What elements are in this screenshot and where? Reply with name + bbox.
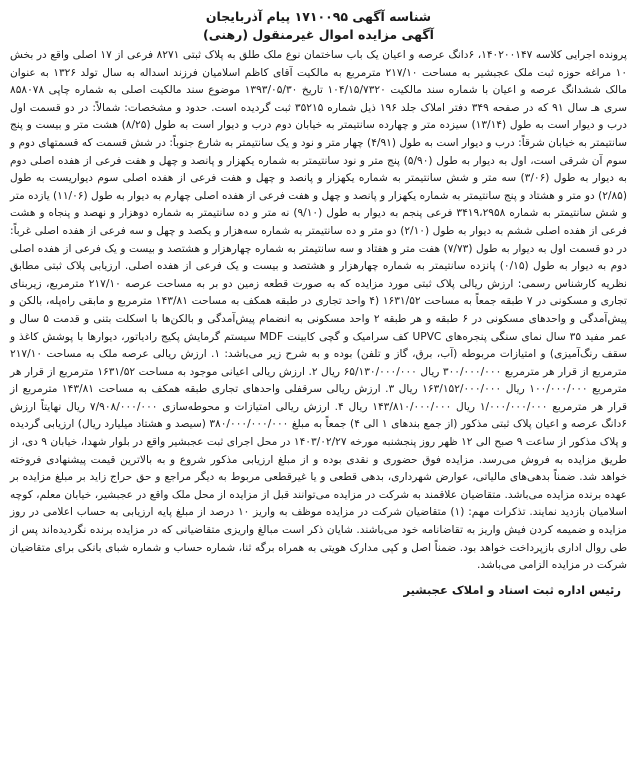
notice-signature: رئیس اداره ثبت اسناد و املاک عجبشیر	[403, 582, 621, 597]
notice-body: پرونده اجرایی کلاسه ۱۴۰۲۰۰۱۴۷، ۶دانگ عرصه و اعیان یک باب ساختمان نوع ملک طلق به پلاک ثبتی ۸۲۷۱ فرعی از ۱۷ اصلی واقع در بخش ۱۰ مراغه حوزه ثبت ملک عجبشیر به مساحت ۲۱۷/۱۰ مترمربع به مالکیت آقای کاظم اسلامیان فرزند اسداله به سال تولد ۱۳۲۶ به عنوان مالک ششدانگ عرصه و اعیان با شماره سند مالکیت ۱۰۴/۱۵/۷۳۲۰ تاریخ ۱۳۹۳/۰۵/۳۰ موضوع سند مالکیت اصلی به شماره چاپی ۸۵۸۰۷۸ سری هـ سال ۹۱ که در صفحه ۳۴۹ دفتر املاک جلد ۱۹۶ ذیل شماره ۳۵۲۱۵ ثبت گردیده است. حدود و مشخصات: شمالاً: در دو قسمت اول درب و دیوار است به طول (۱۳/۱۴) سیزده متر و چهارده سانتیمتر به خیابان دوم درب و دیوار است به طول (۸/۲۵) هشت متر و بیست و پنج سانتیمتر به خیابان شرقاً: درب و دیوار است به طول (۴/۹۱) چهار متر و نود و یک سانتیمتر به شارع جنوباً: در شش قسمت که قسمتهای دوم و سوم آن شرقی است، اول به دیوار به طول (۵/۹۰) پنج متر و نود سانتیمتر به شماره یکهزار و پانصد و چهل و هفت فرعی از هفده اصلی دوم به دیوار به طول (۳/۰۶) سه متر و شش سانتیمتر به شماره یکهزار و پانصد و چهل و هفت فرعی از هفده اصلی سوم دیواریست به طول (۲/۸۵) دو متر و هشتاد و پنج سانتیمتر به شماره یکهزار و پانصد و چهل و هفت فرعی از هفده اصلی چهارم به دیوار به طول (۱۱/۰۶) یازده متر و شش سانتیمتر به شماره ۳۴۱۹،۲۹۵۸ فرعی پنجم به دیوار به طول (۹/۱۰) نه متر و ده سانتیمتر به شماره دوهزار و نهصد و پنجاه و هشت فرعی از هفده اصلی ششم به دیوار به طول (۲/۱۰) دو متر و ده سانتیمتر به شماره سه‌هزار و یکصد و چهل و سه فرعی از هفده اصلی غرباً: در دو قسمت اول به دیوار به طول (۷/۷۳) هفت متر و هفتاد و سه سانتیمتر به شماره چهارهزار و هشتصد و بیست و یک فرعی از هفده اصلی دوم به دیوار به طول (۰/۱۵) پانزده سانتیمتر به شماره چهارهزار و هشتصد و بیست و یک فرعی از هفده اصلی. ارزیابی پلاک ثبتی مطابق نظریه کارشناس رسمی: ارزش ریالی پلاک ثبتی مورد مزایده که به صورت قطعه زمین دو بر به مساحت عرصه ۲۱۷/۱۰ مترمربع، زیربنای تجاری و مسکونی در ۷ طبقه جمعاً به مساحت ۱۶۳۱/۵۲ (۴ واحد تجاری در طبقه همکف به مساحت ۱۴۳/۸۱ مترمربع و مابقی راه‌پله، بالکن و پیش‌آمدگی و واحدهای مسکونی در ۶ طبقه و هر طبقه ۲ واحد مسکونی به انضمام پیش‌آمدگی و بالکن‌ها با اسکلت بتنی و قدمت ۵ سال و عمر مفید ۳۵ سال نمای سنگی پنجره‌های UPVC کف سرامیک و گچی کابینت MDF سیستم گرمایش پکیج رادیاتور، دیوارها با پوشش کاغذ و سقف رنگ‌آمیزی) و امتیازات مربوطه (آب، برق، گاز و تلفن) بوده و به شرح زیر می‌باشد: ۱. ارزش ریالی عرصه ملک به مساحت ۲۱۷/۱۰ مترمربع از قرار هر مترمربع ۳۰۰/۰۰۰/۰۰۰ ریال ۶۵/۱۳۰/۰۰۰/۰۰۰ ریال ۲. ارزش ریالی اعیانی موجود به مساحت ۱۶۳۱/۵۲ مترمربع از قرار هر مترمربع ۱۰۰/۰۰۰/۰۰۰ ریال ۱۶۳/۱۵۲/۰۰۰/۰۰۰ ریال ۳. ارزش ریالی سرقفلی واحدهای تجاری طبقه همکف به مساحت ۱۴۳/۸۱ مترمربع از قرار هر مترمربع ۱/۰۰۰/۰۰۰/۰۰۰ ریال ۱۴۳/۸۱۰/۰۰۰/۰۰۰ ریال ۴. ارزش ریالی امتیازات و محوطه‌سازی ۷/۹۰۸/۰۰۰/۰۰۰ ریال نهایتاً ارزش ۶دانگ عرصه و اعیان پلاک ثبتی مذکور (از جمع بندهای ۱ الی ۴) جمعاً به مبلغ ۳۸۰/۰۰۰/۰۰۰/۰۰۰ (سیصد و هشتاد میلیارد ریال) ارزیابی گردیده و پلاک مذکور از ساعت ۹ صبح الی ۱۲ ظهر روز پنجشنبه مورخه ۱۴۰۳/۰۲/۲۷ در محل اجرای ثبت عجبشیر واقع در بلوار شهدا، خیابان ۹ دی، از طریق مزایده به فروش می‌رسد. مزایده فوق حضوری و نقدی بوده و از مبلغ ارزیابی مذکور شروع و به بالاترین قیمت پیشنهادی فروخته خواهد شد. ضمناً بدهی‌های مالیاتی، عوارض شهرداری، بدهی قطعی و یا غیرقطعی مربوط به دیگر مراجع و حق حراج زاید بر مبلغ مزایده بر عهده برنده مزایده می‌باشد. متقاضیان علاقمند به شرکت در مزایده می‌توانند قبل از مزایده از محل ملک واقع در عجبشیر، خیابان معلم، کوچه اسلامیان بازدید نمایند. تذکرات مهم: (۱) متقاضیان شرکت در مزایده موظف به واریز ۱۰ درصد از مبلغ پایه ارزیابی به حساب اعلامی در روز مزایده و ضمیمه کردن فیش واریز به تقاضانامه خود می‌باشند. شایان ذکر است مبالغ واریزی متقاضیانی که در مزایده برنده نگردیده‌اند پس از طی روال اداری بازپرداخت خواهد بود. ضمناً اصل و کپی مدارک هویتی به همراه برگه ثنا، شماره حساب و شماره شبای بانکی برای متقاضیان شرکت در مزایده الزامی می‌باشد.	[10, 49, 628, 572]
notice-subtitle: آگهی مزایده اموال غیرمنقول (رهنی)	[203, 27, 434, 42]
notice-id-line: شناسه آگهی ۱۷۱۰۰۹۵ پیام آذربایجان	[205, 9, 432, 24]
notice-header	[10, 8, 627, 44]
